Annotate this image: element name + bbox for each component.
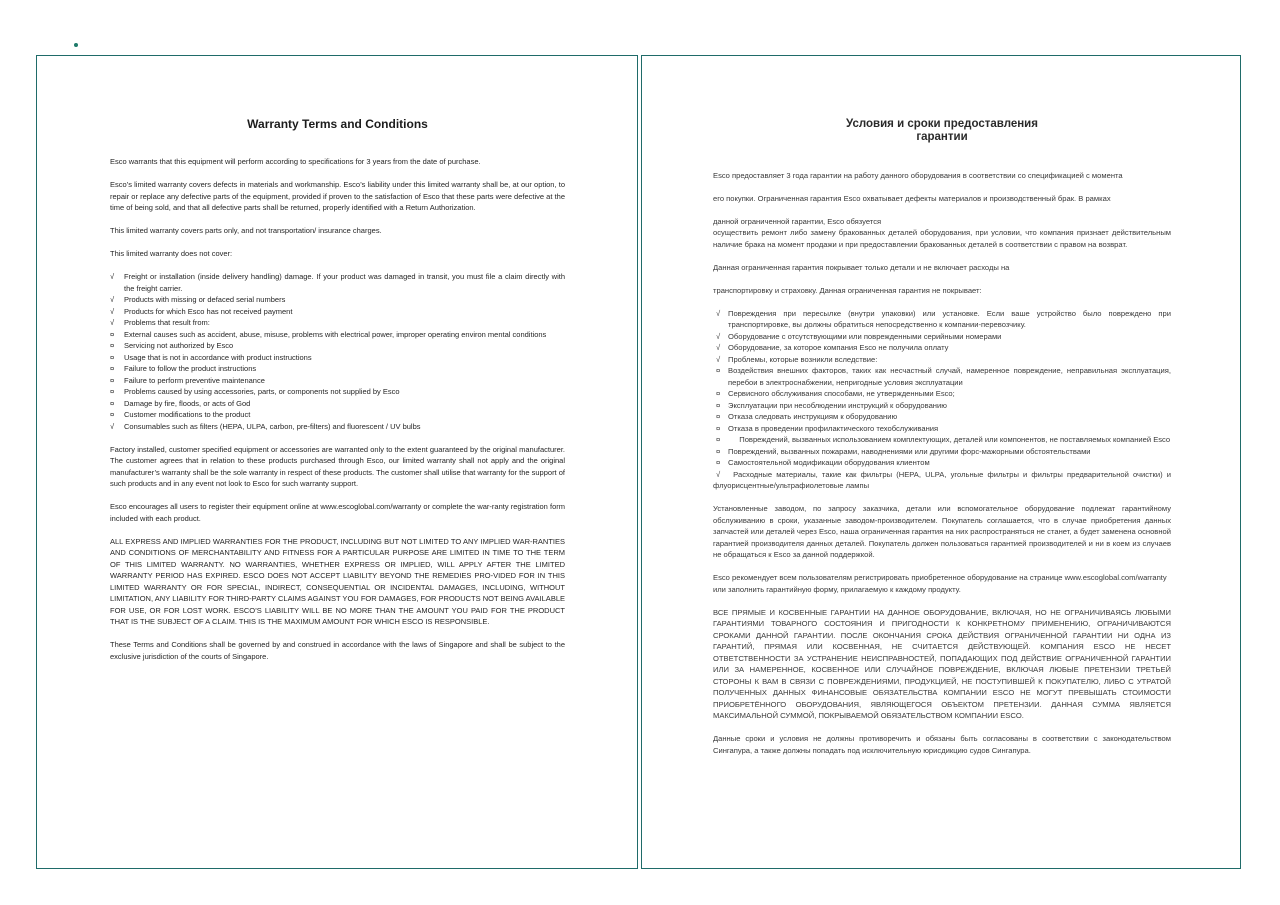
exclusion-text: Самостоятельной модификации оборудования клиентом [728, 458, 930, 467]
square-bullet: ¤ [716, 389, 721, 398]
square-bullet: ¤ [110, 387, 115, 396]
square-bullet: ¤ [716, 435, 721, 444]
exclusion-item [713, 423, 1171, 435]
square-bullet: ¤ [716, 366, 721, 375]
exclusion-item [110, 386, 565, 398]
square-bullet: ¤ [716, 400, 721, 410]
check-bullet: √ [716, 308, 721, 318]
governing-law-paragraph: These Terms and Conditions shall be governed by and construed in accordance with the laws of Singapore and shall be subject to the exclusive jurisdiction of the courts of Singapore. [110, 640, 565, 661]
exclusion-item [713, 342, 1171, 354]
exclusion-item [713, 400, 1171, 412]
exclusion-item [713, 331, 1171, 343]
exclusion-item [110, 294, 565, 306]
exclusion-item [110, 306, 565, 318]
square-bullet: ¤ [110, 341, 115, 350]
obligation-lead: данной ограниченной гарантии, Esco обязуется [713, 216, 882, 226]
exclusion-text: Products for which Esco has not received payment [124, 306, 293, 316]
intro-paragraph: Esco warrants that this equipment will perform according to specifications for 3 years from the date of purchase. [110, 157, 481, 166]
square-bullet: ¤ [110, 329, 115, 339]
exclusion-text: Problems that result from: [124, 318, 210, 327]
exclusion-item [110, 317, 565, 329]
exclusion-text: Servicing not authorized by Esco [124, 341, 234, 350]
exclusion-text: Отказа в проведении профилактического техобслуживания [728, 423, 939, 433]
exclusion-item [110, 421, 565, 433]
parts-only-paragraph: This limited warranty covers parts only, and not transportation/ insurance charges. [110, 226, 382, 235]
intro-paragraph: Esco предоставляет 3 года гарантии на работу данного оборудования в соответствии со спецификацией с момента [713, 170, 1123, 180]
square-bullet: ¤ [716, 458, 721, 467]
disclaimer-paragraph: ВСЕ ПРЯМЫЕ И КОСВЕННЫЕ ГАРАНТИИ НА ДАННОЕ ОБОРУДОВАНИЕ, ВКЛЮЧАЯ, НО НЕ ОГРАНИЧИВАЯСЬ ЛЮБЫМИ ГАРАНТИЯМИ ТОВАРНОГО СОСТОЯНИЯ И ПРИГОДНОСТИ К КОНКРЕТНОМУ ПРИМЕНЕНИЮ, ОГРАНИЧИВАЮТСЯ СРОКАМИ ДАННОЙ ГАРАНТИИ. ПОСЛЕ ОКОНЧАНИЯ СРОКА ДЕЙСТВИЯ ОГРАНИЧЕННОЙ ГАРАНТИИ НИ ОДНА ИЗ ГАРАНТИЙ, ПРЯМАЯ ИЛИ КОСВЕННАЯ, НЕ СЧИТАЕТСЯ ДЕЙСТВУЮЩЕЙ. КОМПАНИЯ ESCO НЕ НЕСЕТ ОТВЕТСТВЕННОСТИ ЗА УСТРАНЕНИЕ НЕИСПРАВНОСТЕЙ, ПОПАДАЮЩИХ ПОД ДЕЙСТВИЕ ОГРАНИЧЕННОЙ ГАРАНТИИ ИЛИ ЗА НАМЕРЕННОЕ, КОСВЕННОЕ ИЛИ СЛУЧАЙНОЕ ПОВРЕЖДЕНИЕ, ВКЛЮЧАЯ ЛЮБЫЕ ПРЕТЕНЗИИ ТРЕТЬЕЙ СТОРОНЫ К ВАМ В СВЯЗИ С ПОВРЕЖДЕНИЯМИ, ПРОДУКЦИЕЙ, НЕ ПОСТУПИВШЕЙ К ПОКУПАТЕЛЮ, ЛИБО С УТРАТОЙ ПОЛУЧЕННЫХ ДАННЫХ ФИНАНСОВЫЕ ОБЯЗАТЕЛЬСТВА КОМПАНИИ ESCO НЕ МОГУТ ПРЕВЫШАТЬ СТОИМОСТИ ПРИОБРЕТЁННОГО ОБОРУДОВАНИЯ, ЯВЛЯЮЩЕГОСЯ ОБЪЕКТОМ ПРЕТЕНЗИИ. ДАННАЯ СУММА ЯВЛЯЕТСЯ МАКСИМАЛЬНОЙ СУММОЙ, ПОКРЫВАЕМОЙ ОБЯЗАТЕЛЬСТВОМ КОМПАНИИ ESCO. [713, 607, 1171, 720]
exclusion-text: Failure to follow the product instructions [124, 364, 257, 373]
check-bullet: √ [110, 318, 115, 327]
exclusion-text: Воздействия внешних факторов, таких как несчастный случай, намеренное повреждение, неправильная эксплуатация, перебои в электроснабжении, непригодные условия эксплуатации [728, 366, 1171, 387]
english-column [110, 116, 565, 662]
exclusion-text: Problems caused by using accessories, parts, or components not supplied by Esco [124, 387, 400, 396]
exclusion-item [110, 363, 565, 375]
square-bullet: ¤ [110, 375, 115, 385]
corner-dot [74, 43, 78, 47]
check-bullet: √ [110, 421, 115, 431]
exclusion-text: Повреждения при пересылке (внутри упаковки) или установке. Если ваше устройство было повреждено при транспортировке, вы должны обратиться непосредственно к компании-перевозчику. [728, 308, 1171, 329]
exclusion-text: Оборудование с отсутствующими или поврежденными серийными номерами [728, 331, 1002, 341]
check-bullet: √ [716, 354, 721, 364]
exclusion-text: Products with missing or defaced serial numbers [124, 295, 286, 304]
exclusion-text: Freight or installation (inside delivery handling) damage. If your product was damaged in transit, you must file a claim directly with the freight carrier. [124, 272, 565, 293]
exclusion-text: Проблемы, которые возникли вследствие: [728, 354, 878, 364]
exclusion-text: External causes such as accident, abuse, misuse, problems with electrical power, improper operating environ mental conditions [124, 329, 547, 339]
russian-column [713, 118, 1171, 757]
exclusion-text: Consumables such as filters (HEPA, ULPA, carbon, pre-filters) and fluorescent / UV bulbs [124, 421, 421, 431]
exclusion-item [713, 434, 1171, 446]
exclusion-text: Эксплуатации при несоблюдении инструкций к оборудованию [728, 400, 947, 410]
exclusion-item [110, 340, 565, 352]
exclusion-item [713, 388, 1171, 400]
exclusion-text: Сервисного обслуживания способами, не утвержденными Esco; [728, 389, 955, 398]
check-bullet: √ [716, 343, 721, 352]
obligation-text: осуществить ремонт либо замену бракованных деталей оборудования, при условии, что компания признает действительным наличие брака на момент продажи и при предоставлении бракованных деталей в соответствии с правом на возврат. [713, 228, 1171, 249]
page-title: Условия и сроки предоставления гарантии [846, 117, 1038, 143]
exclusion-item [110, 329, 565, 341]
english-body [110, 156, 565, 662]
square-bullet: ¤ [110, 410, 115, 419]
square-bullet: ¤ [110, 364, 115, 373]
square-bullet: ¤ [110, 352, 115, 362]
square-bullet: ¤ [716, 423, 721, 433]
registration-paragraph: Esco encourages all users to register their equipment online at www.escoglobal.com/warranty or complete the war-ranty registration form included with each product. [110, 502, 565, 523]
exclusion-item [713, 446, 1171, 458]
disclaimer-paragraph: ALL EXPRESS AND IMPLIED WARRANTIES FOR THE PRODUCT, INCLUDING BUT NOT LIMITED TO ANY IMPLIED WAR-RANTIES AND CONDITIONS OF MERCHANTABILITY AND FITNESS FOR A PARTICULAR PURPOSE ARE LIMITED IN TIME TO THE TERM OF THIS LIMITED WARRANTY. NO WARRANTIES, WHETHER EXPRESS OR IMPLIED, WILL APPLY AFTER THE LIMITED WARRANTY PERIOD HAS EXPIRED. ESCO DOES NOT ACCEPT LIABILITY BEYOND THE REMEDIES PRO-VIDED FOR IN THIS LIMITED WARRANTY OR FOR SPECIAL, INDIRECT, CONSEQUENTIAL OR INCIDENTAL DAMAGES, INCLUDING, WITHOUT LIMITATION, ANY LIABILITY FOR THIRD-PARTY CLAIMS AGAINST YOU FOR DAMAGES, FOR PRODUCTS NOT BEING AVAILABLE FOR USE, OR FOR LOST WORK. ESCO’S LIABILITY WILL BE NO MORE THAN THE AMOUNT YOU PAID FOR THE PRODUCT THAT IS THE SUBJECT OF A CLAIM. THIS IS THE MAXIMUM AMOUNT FOR WHICH ESCO IS RESPONSIBLE. [110, 536, 565, 626]
parts-only-paragraph: Данная ограниченная гарантия покрывает только детали и не включает расходы на [713, 262, 1010, 272]
coverage-paragraph: его покупки. Ограниченная гарантия Esco охватывает дефекты материалов и производственный брак. В рамках [713, 193, 1111, 203]
russian-page [641, 55, 1241, 869]
exclusion-item [713, 365, 1171, 388]
registration-paragraph: Esco рекомендует всем пользователям регистрировать приобретенное оборудование на странице www.escoglobal.com/warranty или заполнить гарантийную форму, прилагаемую к каждому продукту. [713, 573, 1167, 594]
check-bullet: √ [110, 272, 115, 281]
exclusion-item [110, 271, 565, 294]
exclusion-text: Customer modifications to the product [124, 410, 251, 419]
coverage-paragraph: Esco’s limited warranty covers defects in materials and workmanship. Esco’s liability under this limited warranty shall be, at our option, to repair or replace any defective parts of the equipment, provided if proven to the satisfaction of Esco that these parts were defective at the time of being sold, and that all defective parts shall be returned, properly identified with a Return Authorization. [110, 180, 565, 212]
factory-installed-paragraph: Factory installed, customer specified equipment or accessories are warranted only to the extent guaranteed by the original manufacturer. The customer agrees that in relation to these products purchased through Esco, our limited warranty shall not apply and the original manufacturer’s warranty shall be the sole warranty in respect of these products. The customer shall utilise that warranty for the support of such products and in any event not look to Esco for such warranty support. [110, 444, 565, 488]
exclusion-item [110, 352, 565, 364]
exclusion-text: Отказа следовать инструкциям к оборудованию [728, 412, 898, 421]
page-title: Warranty Terms and Conditions [247, 117, 428, 131]
square-bullet: ¤ [110, 398, 115, 408]
not-cover-heading: This limited warranty does not cover: [110, 249, 233, 258]
exclusion-item [713, 469, 1171, 492]
exclusion-text: Повреждений, вызванных использованием комплектующих, деталей или компонентов, не поставляемых компанией Esco [739, 435, 1171, 444]
exclusion-text: Повреждений, вызванных пожарами, наводнениями или другими форс-мажорными обстоятельствами [728, 446, 1091, 456]
square-bullet: ¤ [716, 446, 721, 456]
check-bullet: √ [716, 469, 721, 479]
exclusion-text: Usage that is not in accordance with product instructions [124, 352, 312, 362]
check-bullet: √ [110, 295, 115, 304]
not-cover-heading: транспортировку и страховку. Данная ограниченная гарантия не покрывает: [713, 285, 982, 295]
exclusion-text: Failure to perform preventive maintenance [124, 375, 265, 385]
exclusion-text: Расходные материалы, такие как фильтры (HEPA, ULPA, угольные фильтры и фильтры предварительной очистки) и флуорисцентные/ультрафиолетовые лампы [713, 469, 1171, 490]
exclusion-item [110, 375, 565, 387]
exclusion-item [713, 354, 1171, 366]
exclusion-item [110, 398, 565, 410]
check-bullet: √ [716, 331, 721, 341]
exclusion-item [110, 409, 565, 421]
exclusion-item [713, 457, 1171, 469]
governing-law-paragraph: Данные сроки и условия не должны противоречить и обязаны быть согласованы в соответствии с законодательством Сингапура, а также должны попадать под исключительную юрисдикцию судов Сингапура. [713, 734, 1171, 755]
english-page [36, 55, 638, 869]
square-bullet: ¤ [716, 412, 721, 421]
russian-body [713, 170, 1171, 757]
check-bullet: √ [110, 306, 115, 316]
exclusions-list [110, 271, 565, 432]
exclusion-item [713, 308, 1171, 331]
exclusion-text: Damage by fire, floods, or acts of God [124, 398, 251, 408]
exclusion-text: Оборудование, за которое компания Esco не получила оплату [728, 343, 949, 352]
factory-installed-paragraph: Установленные заводом, по запросу заказчика, детали или вспомогательное оборудование подлежат гарантийному обслуживанию в сроки, указанные заводом-производителем. Покупатель соглашается, что в случае приобретения данных запчастей или деталей через Esco, наша ограниченная гарантия на них распространяться не станет, а будет заменена основной гарантией производителя данных деталей. Покупатель должен пользоваться гарантией производителей и ни в коем из случаев не обращаться к Esco за данной поддержкой. [713, 504, 1171, 559]
exclusion-item [713, 411, 1171, 423]
obligation-paragraph [713, 216, 1171, 251]
exclusions-list [713, 308, 1171, 492]
